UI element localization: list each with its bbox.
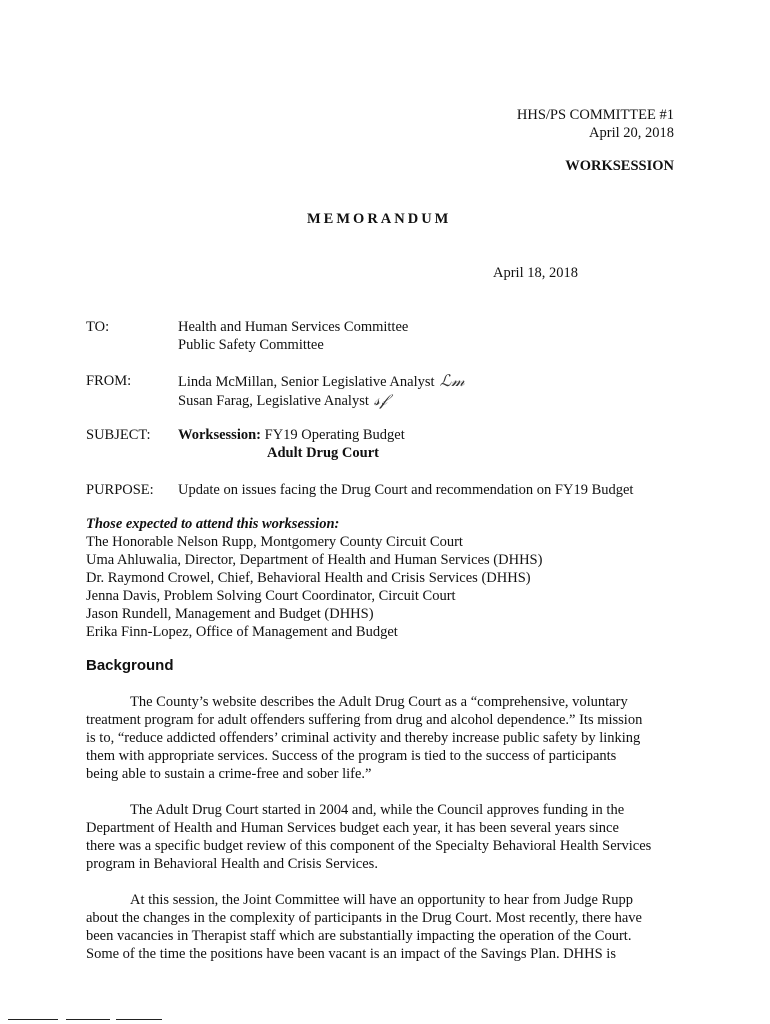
attendee-item: Erika Finn-Lopez, Office of Management and Budget: [86, 624, 398, 640]
background-paragraph-2: [86, 801, 686, 873]
attendee-item: Jenna Davis, Problem Solving Court Coordinator, Circuit Court: [86, 588, 456, 604]
memo-date: April 18, 2018: [493, 265, 578, 281]
to-value: [178, 318, 408, 354]
paragraph-line: Some of the time the positions have been vacant is an impact of the Savings Plan. DHHS is: [86, 946, 616, 962]
paragraph-line: At this session, the Joint Committee will have an opportunity to hear from Judge Rupp: [130, 892, 634, 908]
background-paragraph-3: [86, 891, 686, 963]
handwritten-initials-signature: ℒ𝓂: [434, 371, 465, 390]
paragraph-line: there was a specific budget review of this component of the Specialty Behavioral Health Services: [86, 838, 652, 854]
background-paragraph-1: [86, 693, 686, 783]
subject-value: [178, 426, 405, 462]
attendees-block: [86, 515, 542, 641]
memo-title: MEMORANDUM: [307, 211, 452, 227]
paragraph-line: The County’s website describes the Adult Drug Court as a “comprehensive, voluntary: [130, 694, 628, 710]
from-line-text: Linda McMillan, Senior Legislative Analyst: [178, 374, 435, 390]
footer-rule: [66, 1019, 110, 1020]
paragraph-line: being able to sustain a crime-free and sober life.”: [86, 766, 372, 782]
paragraph-line: Department of Health and Human Services budget each year, it has been several years since: [86, 820, 619, 836]
paragraph-line: The Adult Drug Court started in 2004 and, while the Council approves funding in the: [130, 802, 625, 818]
subject-line-2: Adult Drug Court: [267, 445, 379, 461]
handwritten-initials-signature: 𝓈𝒻: [368, 390, 388, 409]
purpose-label: PURPOSE:: [86, 482, 154, 498]
header-block: [517, 106, 674, 142]
footer-rule: [8, 1019, 58, 1020]
background-heading: Background: [86, 657, 174, 674]
subject-line: [178, 426, 405, 444]
session-label: WORKSESSION: [565, 158, 674, 174]
purpose-value: Update on issues facing the Drug Court and recommendation on FY19 Budget: [178, 482, 634, 498]
to-line: Public Safety Committee: [178, 337, 324, 353]
attendee-item: The Honorable Nelson Rupp, Montgomery County Circuit Court: [86, 534, 463, 550]
attendees-title: Those expected to attend this worksession:: [86, 516, 340, 532]
from-label: FROM:: [86, 373, 132, 389]
from-line: [178, 372, 465, 391]
paragraph-line: them with appropriate services. Success of the program is tied to the success of participants: [86, 748, 617, 764]
to-label: TO:: [86, 319, 110, 335]
to-line: Health and Human Services Committee: [178, 319, 409, 335]
paragraph-line: been vacancies in Therapist staff which are substantially impacting the operation of the Court.: [86, 928, 632, 944]
paragraph-line: program in Behavioral Health and Crisis Services.: [86, 856, 378, 872]
attendee-item: Dr. Raymond Crowel, Chief, Behavioral Health and Crisis Services (DHHS): [86, 570, 531, 586]
from-value: [178, 372, 465, 410]
paragraph-line: treatment program for adult offenders suffering from drug and alcohol dependence.” Its mission: [86, 712, 643, 728]
attendee-item: Uma Ahluwalia, Director, Department of Health and Human Services (DHHS): [86, 552, 543, 568]
subject-label: SUBJECT:: [86, 427, 151, 443]
paragraph-line: is to, “reduce addicted offenders’ criminal activity and thereby increase public safety by linking: [86, 730, 641, 746]
subject-bold: Worksession:: [178, 427, 261, 443]
committee-label: HHS/PS COMMITTEE #1: [516, 107, 674, 123]
from-line: [178, 391, 465, 410]
subject-text: FY19 Operating Budget: [261, 427, 405, 443]
attendee-item: Jason Rundell, Management and Budget (DHHS): [86, 606, 374, 622]
paragraph-line: about the changes in the complexity of participants in the Drug Court. Most recently, there have: [86, 910, 642, 926]
from-line-text: Susan Farag, Legislative Analyst: [178, 393, 369, 409]
committee-date: April 20, 2018: [589, 125, 674, 141]
footer-rule: [116, 1019, 162, 1020]
